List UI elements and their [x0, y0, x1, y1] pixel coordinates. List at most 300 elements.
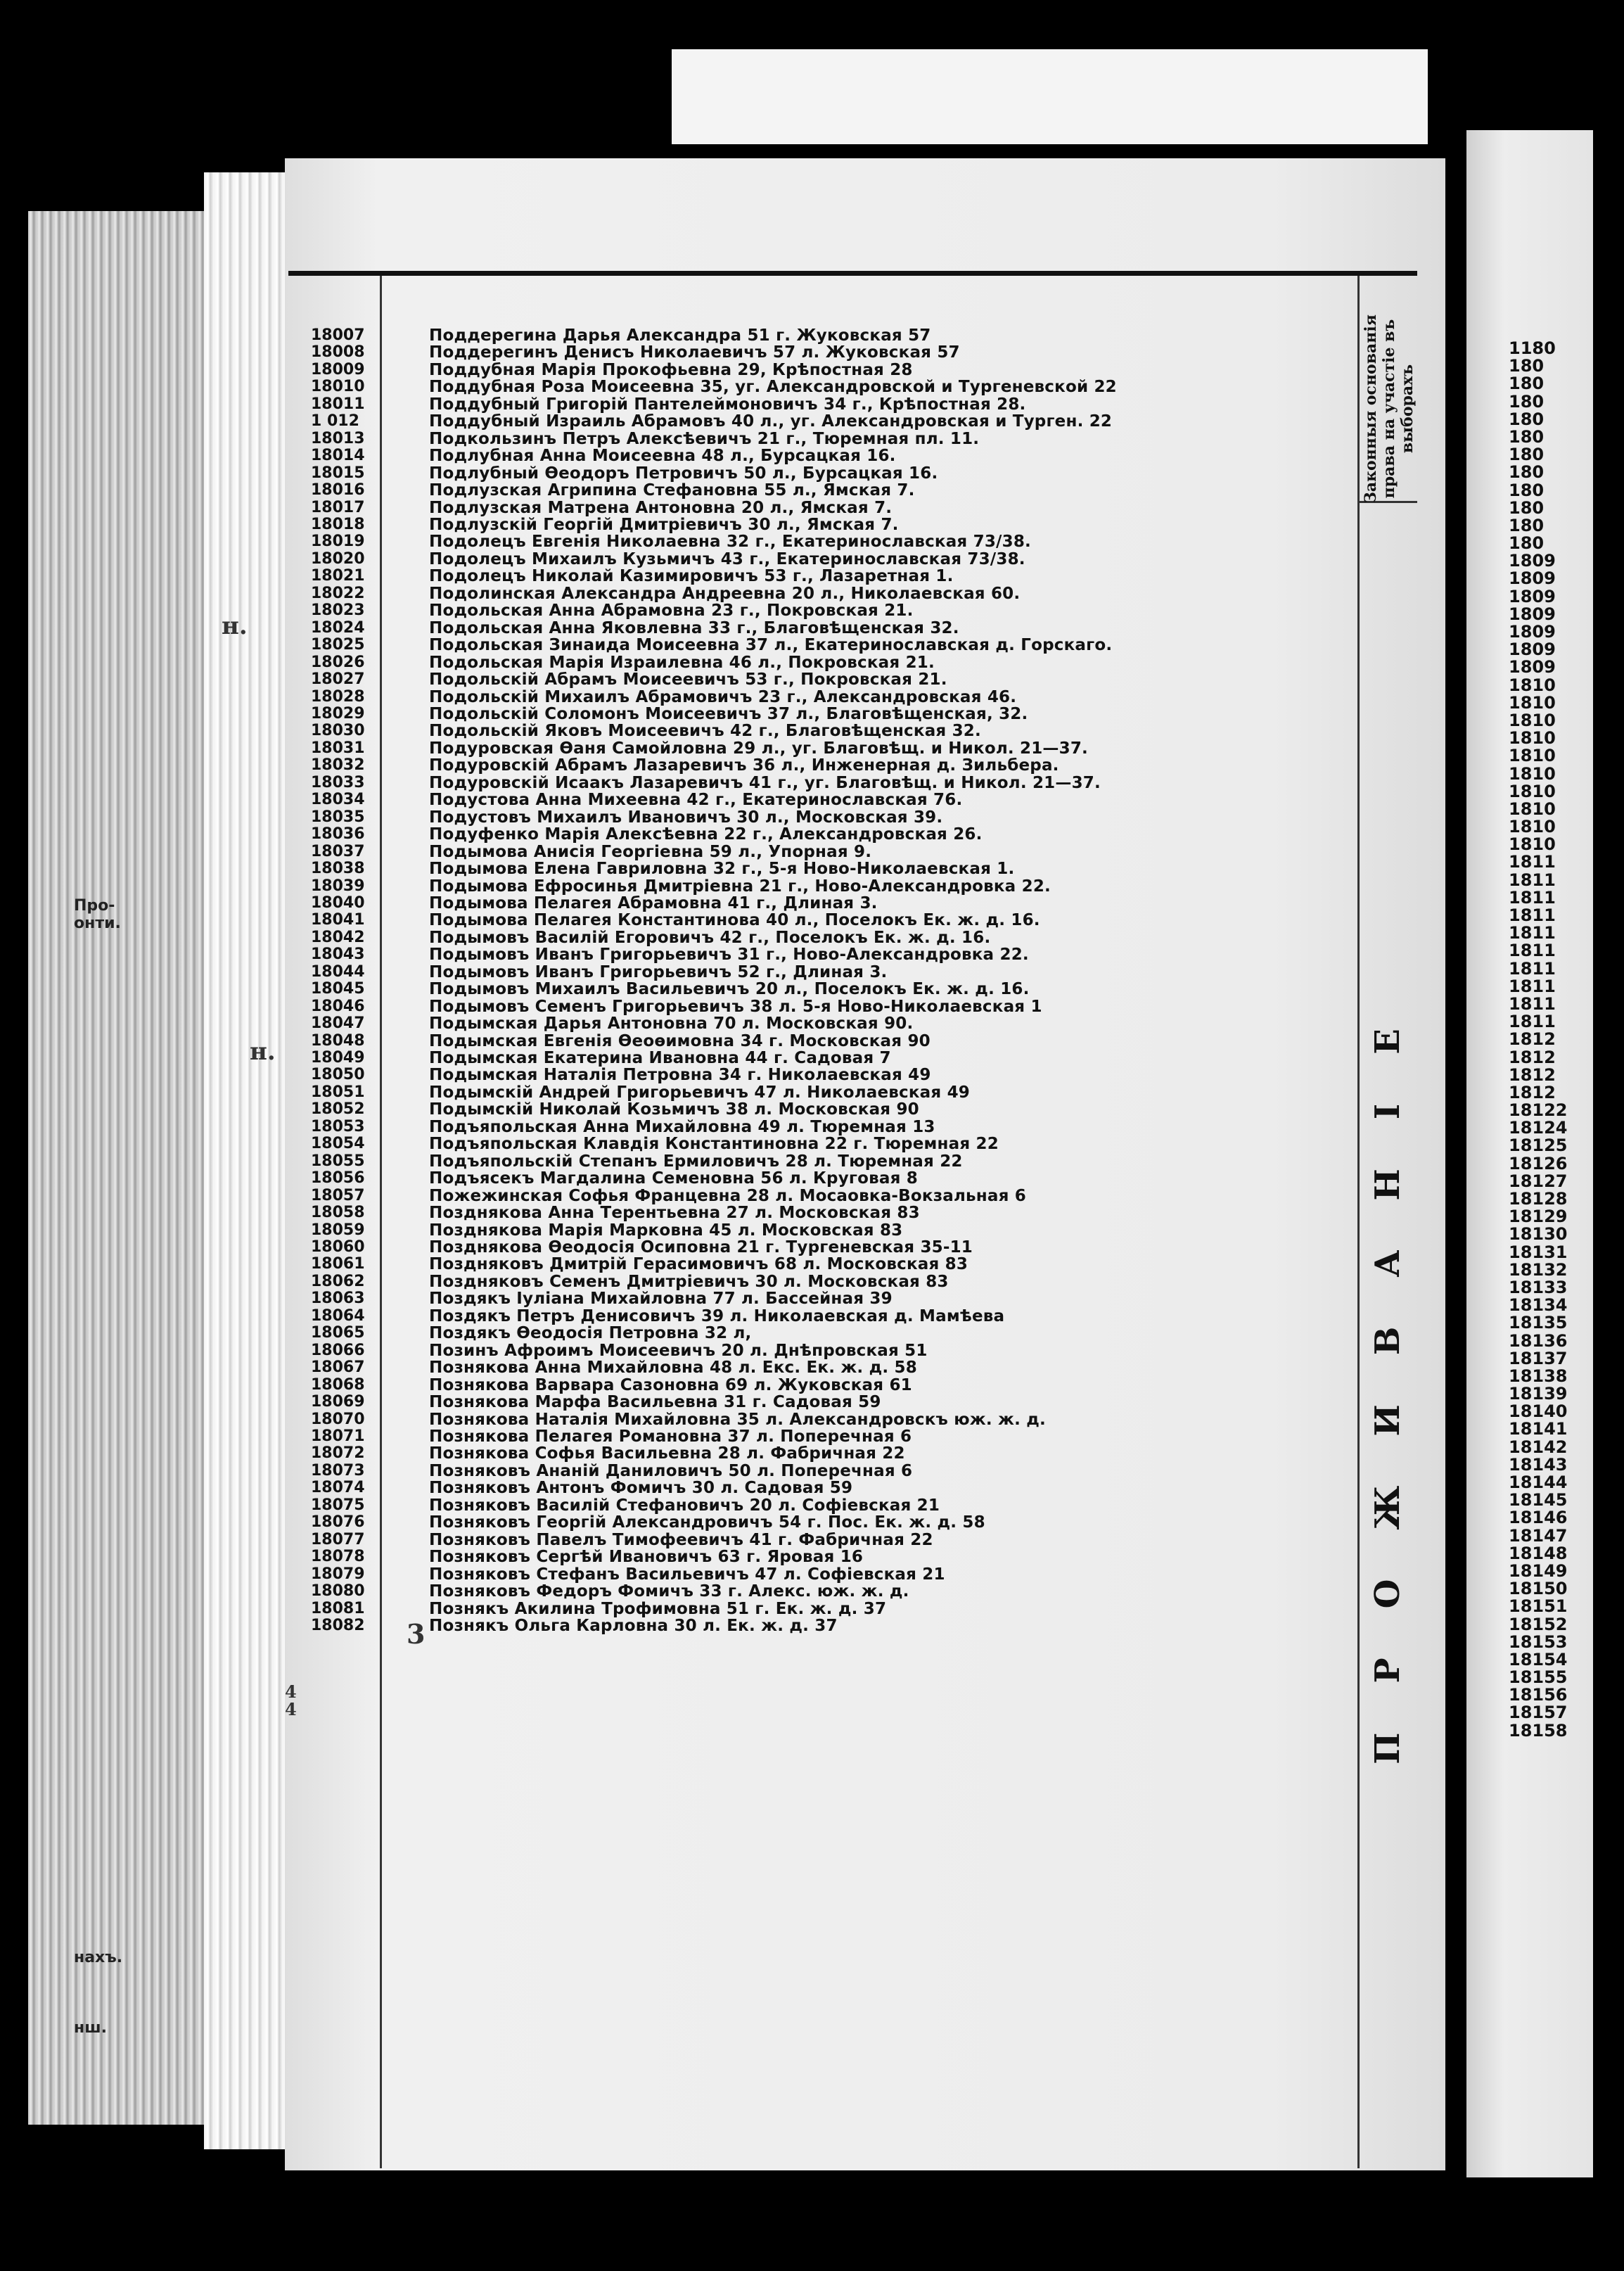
entry-number: 18068	[311, 1375, 365, 1394]
adjacent-entry-number: 180	[1509, 393, 1545, 411]
entry-text: Подлубная Анна Моисеевна 48 л., Бурсацкая 16.	[429, 447, 896, 466]
adjacent-entry-number: 1811	[1509, 907, 1556, 925]
entry-number: 18008	[311, 343, 365, 362]
directory-entry	[290, 1273, 1352, 1290]
margin-note: н.	[222, 612, 248, 640]
entry-text: Поздняковъ Семенъ Дмитріевичъ 30 л. Московская 83	[429, 1272, 949, 1291]
adjacent-entry-number: 1810	[1509, 711, 1556, 730]
directory-entry	[290, 568, 1352, 585]
entry-text: Поздняковъ Дмитрій Герасимовичъ 68 л. Московская 83	[429, 1255, 968, 1274]
adjacent-entry-number: 18155	[1509, 1669, 1568, 1687]
adjacent-entry-number: 1810	[1509, 676, 1556, 694]
adjacent-entry-number: 18143	[1509, 1456, 1568, 1474]
adjacent-entry-number: 18135	[1509, 1314, 1568, 1332]
vertical-section-title	[1357, 767, 1417, 1977]
adjacent-entry-number: 18145	[1509, 1491, 1568, 1510]
directory-entry	[290, 1463, 1352, 1480]
entry-number: 18028	[311, 687, 365, 706]
margin-note: 4	[285, 1699, 297, 1719]
adjacent-entry-number: 180	[1509, 516, 1545, 535]
directory-entry	[290, 585, 1352, 602]
entry-number: 18038	[311, 860, 365, 878]
directory-entry	[290, 1566, 1352, 1583]
adjacent-entry-number: 180	[1509, 499, 1545, 517]
adjacent-entry-number: 1811	[1509, 871, 1556, 889]
directory-entry	[290, 878, 1352, 895]
adjacent-entry-number: 1810	[1509, 747, 1556, 765]
directory-entry	[290, 362, 1352, 378]
entry-number: 18078	[311, 1548, 365, 1566]
adjacent-entry-number: 1811	[1509, 995, 1556, 1014]
adjacent-entry-number: 18134	[1509, 1297, 1568, 1315]
entry-number: 18048	[311, 1031, 365, 1050]
directory-entry	[290, 998, 1352, 1015]
directory-entry	[290, 1033, 1352, 1050]
directory-entry	[290, 1188, 1352, 1204]
adjacent-entry-number: 180	[1509, 357, 1545, 376]
adjacent-entry-number: 1809	[1509, 605, 1556, 623]
entry-number: 18027	[311, 670, 365, 689]
entry-number: 18026	[311, 653, 365, 671]
adjacent-entry-number: 18136	[1509, 1332, 1568, 1350]
directory-entry	[290, 1204, 1352, 1221]
adjacent-entry-number: 18129	[1509, 1208, 1568, 1226]
adjacent-entry-number: 18146	[1509, 1509, 1568, 1527]
directory-entry	[290, 1067, 1352, 1083]
directory-entry	[290, 1548, 1352, 1565]
entry-number: 18041	[311, 911, 365, 929]
adjacent-entry-number: 18127	[1509, 1172, 1568, 1190]
directory-entry	[290, 1239, 1352, 1256]
entry-number: 18059	[311, 1221, 365, 1239]
entry-number: 18064	[311, 1306, 365, 1325]
entry-number: 18022	[311, 584, 365, 602]
directory-entry	[290, 602, 1352, 619]
adjacent-entry-number: 1811	[1509, 889, 1556, 907]
entry-text: Позняковъ Георгій Александровичъ 54 г. Пос. Ек. ж. д. 58	[429, 1513, 985, 1532]
adjacent-entry-number: 1812	[1509, 1048, 1556, 1067]
entry-number: 18010	[311, 378, 365, 396]
directory-entry	[290, 327, 1352, 344]
directory-entry	[290, 1411, 1352, 1428]
directory-entry	[290, 1290, 1352, 1307]
adjacent-entry-number: 18128	[1509, 1190, 1568, 1209]
entry-number: 1 012	[311, 412, 359, 431]
entry-text: Подымовъ Василій Егоровичъ 42 г., Поселокъ Ек. ж. д. 16.	[429, 928, 991, 947]
entry-text: Подъясекъ Магдалина Семеновна 56 л. Круговая 8	[429, 1169, 918, 1188]
entry-text: Позняковъ Федоръ Фомичъ 33 г. Алекс. юж. ж. д.	[429, 1582, 909, 1601]
entry-text: Подымская Наталія Петровна 34 г. Николаевская 49	[429, 1066, 931, 1085]
directory-entry	[290, 1308, 1352, 1325]
entry-number: 18050	[311, 1066, 365, 1084]
entry-number: 18055	[311, 1152, 365, 1170]
directory-entry	[290, 1015, 1352, 1032]
entry-text: Поддубная Марія Прокофьевна 29, Крѣпостная 28	[429, 360, 913, 379]
entry-number: 18013	[311, 429, 365, 447]
adjacent-entry-number: 1810	[1509, 782, 1556, 801]
directory-entry	[290, 706, 1352, 723]
adjacent-entry-number: 18122	[1509, 1102, 1568, 1120]
directory-entry	[290, 637, 1352, 654]
entry-text: Позняковъ Павелъ Тимофеевичъ 41 г. Фабричная 22	[429, 1530, 933, 1549]
directory-entry	[290, 1119, 1352, 1136]
directory-entry	[290, 1428, 1352, 1445]
entry-number: 18070	[311, 1410, 365, 1428]
adjacent-entry-number: 18149	[1509, 1562, 1568, 1581]
entry-number: 18058	[311, 1204, 365, 1222]
entry-text: Подуровскій Абрамъ Лазаревичъ 36 л., Инженерная д. Зильбера.	[429, 756, 1059, 775]
entry-number: 18072	[311, 1444, 365, 1463]
entry-number: 18051	[311, 1083, 365, 1101]
entry-text: Познякова Пелагея Романовна 37 л. Поперечная 6	[429, 1427, 912, 1446]
entry-text: Подымовъ Иванъ Григорьевичъ 52 г., Длиная 3.	[429, 962, 888, 981]
entry-number: 18056	[311, 1169, 365, 1188]
adjacent-entry-number: 1809	[1509, 659, 1556, 677]
entry-text: Поддубный Израиль Абрамовъ 40 л., уг. Александровская и Турген. 22	[429, 412, 1113, 431]
entry-number: 18009	[311, 360, 365, 378]
entry-number: 18014	[311, 447, 365, 465]
directory-entry	[290, 964, 1352, 981]
directory-entry	[290, 929, 1352, 946]
entry-text: Подымскій Николай Козьмичъ 38 л. Московская 90	[429, 1100, 919, 1119]
directory-entry	[290, 654, 1352, 671]
entry-number: 18046	[311, 997, 365, 1015]
entry-text: Позняковъ Ананій Даниловичъ 50 л. Поперечная 6	[429, 1461, 913, 1480]
entry-number: 18076	[311, 1513, 365, 1532]
directory-entry	[290, 826, 1352, 843]
adjacent-entry-number: 18126	[1509, 1154, 1568, 1173]
adjacent-entry-number: 1810	[1509, 818, 1556, 836]
entry-text: Познякова Наталія Михайловна 35 л. Александровскъ юж. ж. д.	[429, 1410, 1046, 1429]
entry-number: 18031	[311, 739, 365, 757]
entry-text: Познякъ Ольга Карловна 30 л. Ек. ж. д. 37	[429, 1616, 838, 1635]
entry-text: Поздякъ Іуліана Михайловна 77 л. Бассейная 39	[429, 1290, 893, 1309]
entry-text: Подолецъ Евгенія Николаевна 32 г., Екатеринославская 73/38.	[429, 533, 1031, 552]
entry-text: Подымовъ Семенъ Григорьевичъ 38 л. 5-я Ново-Николаевская 1	[429, 997, 1042, 1016]
adjacent-entry-number: 18125	[1509, 1137, 1568, 1155]
entry-number: 18077	[311, 1530, 365, 1548]
entry-number: 18080	[311, 1582, 365, 1601]
entry-text: Подольская Анна Яковлевна 33 г., Благовѣщенская 32.	[429, 618, 959, 637]
adjacent-entry-number: 1809	[1509, 623, 1556, 642]
directory-entry	[290, 482, 1352, 499]
adjacent-entry-number: 1812	[1509, 1031, 1556, 1049]
adjacent-entry-number: 1810	[1509, 765, 1556, 783]
entry-number: 18039	[311, 877, 365, 895]
entry-text: Подымова Елена Гавриловна 32 г., 5-я Ново-Николаевская 1.	[429, 860, 1015, 879]
directory-entry	[290, 413, 1352, 430]
adjacent-entry-number: 1809	[1509, 587, 1556, 606]
entry-number: 18063	[311, 1290, 365, 1308]
entry-text: Поддубная Роза Моисеевна 35, уг. Александровской и Тургеневской 22	[429, 378, 1117, 397]
adjacent-entry-number: 18156	[1509, 1686, 1568, 1705]
directory-entry	[290, 1170, 1352, 1187]
entry-number: 18062	[311, 1272, 365, 1290]
adjacent-entry-number: 1809	[1509, 570, 1556, 588]
adjacent-entry-number: 18148	[1509, 1544, 1568, 1563]
adjacent-entry-number: 1811	[1509, 942, 1556, 960]
entry-number: 18020	[311, 549, 365, 568]
adjacent-entry-number: 180	[1509, 410, 1545, 428]
adjacent-entry-number: 18141	[1509, 1420, 1568, 1439]
entry-text: Поддерегина Дарья Александра 51 г. Жуковская 57	[429, 326, 931, 345]
entry-number: 18081	[311, 1599, 365, 1617]
directory-entry	[290, 1445, 1352, 1462]
directory-entry	[290, 500, 1352, 516]
entry-text: Познякъ Акилина Трофимовна 51 г. Ек. ж. д. 37	[429, 1599, 887, 1618]
entry-text: Подольскій Абрамъ Моисеевичъ 53 г., Покровская 21.	[429, 670, 947, 689]
directory-entry	[290, 1532, 1352, 1548]
directory-entry	[290, 740, 1352, 757]
entry-text: Подъяпольская Анна Михайловна 49 л. Тюремная 13	[429, 1117, 935, 1136]
adjacent-entry-number: 18138	[1509, 1367, 1568, 1386]
entry-number: 18015	[311, 464, 365, 482]
adjacent-entry-number: 1811	[1509, 960, 1556, 978]
adjacent-entry-number: 1812	[1509, 1066, 1556, 1084]
entry-number: 18017	[311, 498, 365, 516]
entry-number: 18033	[311, 773, 365, 791]
entry-number: 18042	[311, 928, 365, 946]
entry-number: 18019	[311, 533, 365, 551]
entry-text: Подымская Евгенія Ѳеоѳимовна 34 г. Московская 90	[429, 1031, 931, 1050]
margin-note: н.	[250, 1038, 276, 1066]
entry-text: Позняковъ Василій Стефановичъ 20 л. Софіевская 21	[429, 1496, 940, 1515]
entry-text: Подольскій Яковъ Моисеевичъ 42 г., Благовѣщенская 32.	[429, 722, 981, 741]
adjacent-entry-number: 18140	[1509, 1403, 1568, 1421]
directory-entry	[290, 1497, 1352, 1514]
entry-text: Подольская Анна Абрамовна 23 г., Покровская 21.	[429, 602, 914, 621]
entry-number: 18082	[311, 1616, 365, 1634]
adjacent-entry-number: 18154	[1509, 1650, 1568, 1669]
directory-entry	[290, 344, 1352, 361]
adjacent-entry-number: 18131	[1509, 1243, 1568, 1261]
entry-text: Подымова Пелагея Абрамовна 41 г., Длиная 3.	[429, 893, 878, 912]
entry-number: 18037	[311, 842, 365, 860]
adjacent-entry-number: 180	[1509, 446, 1545, 464]
entry-number: 18061	[311, 1255, 365, 1273]
adjacent-entry-number: 1809	[1509, 552, 1556, 571]
resident-entries	[290, 327, 1352, 1634]
entry-number: 18065	[311, 1324, 365, 1342]
adjacent-entry-number: 1809	[1509, 641, 1556, 659]
directory-entry	[290, 981, 1352, 998]
entry-number: 18069	[311, 1393, 365, 1411]
adjacent-entry-number: 18157	[1509, 1704, 1568, 1722]
page-stack-edge	[204, 172, 288, 2149]
entry-number: 18040	[311, 893, 365, 912]
column-header-caption	[1357, 276, 1417, 503]
adjacent-entry-number: 180	[1509, 375, 1545, 393]
directory-entry	[290, 1514, 1352, 1531]
entry-text: Позднякова Марія Марковна 45 л. Московская 83	[429, 1221, 903, 1240]
directory-entry	[290, 1256, 1352, 1273]
directory-entry	[290, 689, 1352, 706]
directory-entry	[290, 1480, 1352, 1496]
directory-entry	[290, 1153, 1352, 1170]
entry-text: Подкользинъ Петръ Алексѣевичъ 21 г., Тюремная пл. 11.	[429, 429, 980, 448]
left-edge-text: онти.	[74, 915, 121, 932]
entry-number: 18047	[311, 1014, 365, 1033]
entry-number: 18011	[311, 395, 365, 413]
entry-number: 18074	[311, 1479, 365, 1497]
entry-text: Позняковъ Стефанъ Васильевичъ 47 л. Софіевская 21	[429, 1565, 945, 1584]
adjacent-entry-number: 1810	[1509, 694, 1556, 712]
entry-text: Поздякъ Петръ Денисовичъ 39 л. Николаевская д. Мамѣева	[429, 1306, 1005, 1325]
entry-text: Подолецъ Михаилъ Кузьмичъ 43 г., Екатеринославская 73/38.	[429, 549, 1025, 568]
directory-entry	[290, 465, 1352, 482]
adjacent-entry-number: 180	[1509, 428, 1545, 447]
caption-text: Законныя основанія права на участіе въ выборахъ	[1362, 314, 1417, 503]
adjacent-entry-number: 18124	[1509, 1119, 1568, 1138]
entry-text: Подольскій Соломонъ Моисеевичъ 37 л., Благовѣщенская, 32.	[429, 704, 1028, 723]
adjacent-entry-number: 18133	[1509, 1278, 1568, 1297]
left-edge-text: нш.	[74, 2019, 107, 2037]
margin-note: 4	[285, 1681, 297, 1702]
directory-entry	[290, 671, 1352, 688]
entry-number: 18025	[311, 636, 365, 654]
directory-entry	[290, 1342, 1352, 1359]
entry-text: Позняковъ Сергѣй Ивановичъ 63 г. Яровая 16	[429, 1548, 864, 1567]
entry-number: 18073	[311, 1461, 365, 1480]
entry-text: Подымовъ Иванъ Григорьевичъ 31 г., Ново-Александровка 22.	[429, 946, 1029, 965]
entry-text: Подлузскій Георгій Дмитріевичъ 30 л., Ямская 7.	[429, 515, 899, 534]
entry-text: Поздякъ Ѳеодосія Петровна 32 л,	[429, 1324, 752, 1343]
entry-text: Подлузская Агрипина Стефановна 55 л., Ямская 7.	[429, 481, 915, 500]
directory-entry	[290, 551, 1352, 568]
directory-entry	[290, 1101, 1352, 1118]
entry-text: Подуровскій Исаакъ Лазаревичъ 41 г., уг. Благовѣщ. и Никол. 21—37.	[429, 773, 1101, 792]
entry-text: Подуфенко Марія Алексѣевна 22 г., Александровская 26.	[429, 825, 983, 844]
entry-text: Подымскій Андрей Григорьевичъ 47 л. Николаевская 49	[429, 1083, 970, 1102]
entry-text: Поддерегинъ Денисъ Николаевичъ 57 л. Жуковская 57	[429, 343, 960, 362]
directory-entry	[290, 1394, 1352, 1411]
entry-number: 18053	[311, 1117, 365, 1136]
vertical-title-text: ПРОЖИВАНІЕ	[1367, 979, 1407, 1764]
entry-number: 18021	[311, 567, 365, 585]
directory-entry	[290, 895, 1352, 912]
adjacent-entry-number: 18137	[1509, 1349, 1568, 1368]
entry-text: Подымова Ефросинья Дмитріевна 21 г., Ново-Александровка 22.	[429, 877, 1051, 896]
paper-tab	[672, 49, 1428, 144]
adjacent-entry-number: 18132	[1509, 1261, 1568, 1279]
entry-number: 18024	[311, 618, 365, 637]
left-edge-text: Про-	[74, 897, 115, 915]
directory-entry	[290, 791, 1352, 808]
directory-entry	[290, 1136, 1352, 1152]
entry-number: 18067	[311, 1359, 365, 1377]
entry-number: 18036	[311, 825, 365, 844]
directory-entry	[290, 1050, 1352, 1067]
entry-text: Подустовъ Михаилъ Ивановичъ 30 л., Московская 39.	[429, 808, 943, 827]
adjacent-entry-number: 1811	[1509, 1013, 1556, 1031]
adjacent-entry-number: 18153	[1509, 1633, 1568, 1651]
entry-text: Подымова Пелагея Константинова 40 л., Поселокъ Ек. ж. д. 16.	[429, 911, 1040, 930]
directory-entry	[290, 516, 1352, 533]
adjacent-entry-number: 180	[1509, 535, 1545, 553]
entry-text: Подольскій Михаилъ Абрамовичъ 23 г., Александровская 46.	[429, 687, 1017, 706]
entry-text: Подолецъ Николай Казимировичъ 53 г., Лазаретная 1.	[429, 567, 954, 586]
adjacent-entry-number: 18139	[1509, 1385, 1568, 1404]
adjacent-entry-number: 1811	[1509, 853, 1556, 872]
entry-text: Познякова Анна Михайловна 48 л. Екс. Ек. ж. д. 58	[429, 1359, 917, 1378]
entry-number: 18075	[311, 1496, 365, 1514]
entry-number: 18035	[311, 808, 365, 826]
entry-number: 18007	[311, 326, 365, 344]
entry-number: 18057	[311, 1186, 365, 1204]
adjacent-entry-number: 1180	[1509, 340, 1556, 358]
entry-text: Подольская Марія Израилевна 46 л., Покровская 21.	[429, 653, 935, 672]
entry-text: Подымовъ Михаилъ Васильевичъ 20 л., Поселокъ Ек. ж. д. 16.	[429, 980, 1030, 999]
directory-entry	[290, 844, 1352, 860]
adjacent-entry-number: 18152	[1509, 1615, 1568, 1634]
directory-entry	[290, 1617, 1352, 1634]
entry-number: 18044	[311, 962, 365, 981]
directory-entry	[290, 757, 1352, 774]
entry-number: 18060	[311, 1238, 365, 1257]
margin-note: 3	[407, 1618, 426, 1650]
entry-number: 18054	[311, 1135, 365, 1153]
entry-number: 18071	[311, 1427, 365, 1445]
directory-entry	[290, 860, 1352, 877]
adjacent-entry-number: 1812	[1509, 1083, 1556, 1102]
entry-number: 18029	[311, 704, 365, 723]
entry-text: Позинъ Афроимъ Моисеевичъ 20 л. Днѣпровская 51	[429, 1341, 928, 1360]
adjacent-entry-number: 18130	[1509, 1226, 1568, 1244]
directory-entry	[290, 809, 1352, 826]
entry-number: 18079	[311, 1565, 365, 1583]
entry-text: Позднякова Анна Терентьевна 27 л. Московская 83	[429, 1204, 920, 1223]
adjacent-entry-number: 18142	[1509, 1438, 1568, 1456]
adjacent-entry-number: 18144	[1509, 1474, 1568, 1492]
directory-entry	[290, 1359, 1352, 1376]
adjacent-entry-number: 1810	[1509, 800, 1556, 819]
entry-text: Подъяпольская Клавдія Константиновна 22 г. Тюремная 22	[429, 1135, 999, 1154]
entry-number: 18023	[311, 602, 365, 620]
entry-text: Подлузская Матрена Антоновна 20 л., Ямская 7.	[429, 498, 893, 517]
directory-entry	[290, 620, 1352, 637]
entry-number: 18066	[311, 1341, 365, 1359]
entry-text: Подолинская Александра Андреевна 20 л., Николаевская 60.	[429, 584, 1021, 603]
adjacent-entry-number: 1811	[1509, 977, 1556, 995]
adjacent-entry-number: 18147	[1509, 1527, 1568, 1545]
entry-text: Подъяпольскій Степанъ Ермиловичъ 28 л. Тюремная 22	[429, 1152, 963, 1171]
directory-entry	[290, 378, 1352, 395]
entry-text: Подымова Анисія Георгіевна 59 л., Упорная 9.	[429, 842, 872, 861]
entry-text: Подлубный Ѳеодоръ Петровичъ 50 л., Бурсацкая 16.	[429, 464, 938, 483]
directory-entry	[290, 1583, 1352, 1600]
book-edge	[28, 211, 204, 2125]
entry-text: Познякова Варвара Сазоновна 69 л. Жуковская 61	[429, 1375, 912, 1394]
directory-entry	[290, 447, 1352, 464]
directory-entry	[290, 396, 1352, 413]
entry-text: Познякова Софья Васильевна 28 л. Фабричная 22	[429, 1444, 905, 1463]
entry-text: Подымская Дарья Антоновна 70 л. Московская 90.	[429, 1014, 914, 1033]
header-rule	[288, 271, 1417, 276]
adjacent-entry-number: 18151	[1509, 1598, 1568, 1616]
entry-number: 18043	[311, 946, 365, 964]
adjacent-entry-number: 180	[1509, 481, 1545, 500]
directory-entry	[290, 1325, 1352, 1342]
entry-number: 18045	[311, 980, 365, 998]
entry-text: Подымская Екатерина Ивановна 44 г. Садовая 7	[429, 1049, 891, 1068]
entry-text: Поддубный Григорій Пантелеймоновичъ 34 г., Крѣпостная 28.	[429, 395, 1026, 414]
entry-number: 18049	[311, 1049, 365, 1067]
adjacent-entry-number: 1810	[1509, 730, 1556, 748]
entry-text: Подуровская Ѳаня Самойловна 29 л., уг. Благовѣщ. и Никол. 21—37.	[429, 739, 1088, 758]
directory-entry	[290, 533, 1352, 550]
entry-number: 18052	[311, 1100, 365, 1119]
directory-entry	[290, 431, 1352, 447]
